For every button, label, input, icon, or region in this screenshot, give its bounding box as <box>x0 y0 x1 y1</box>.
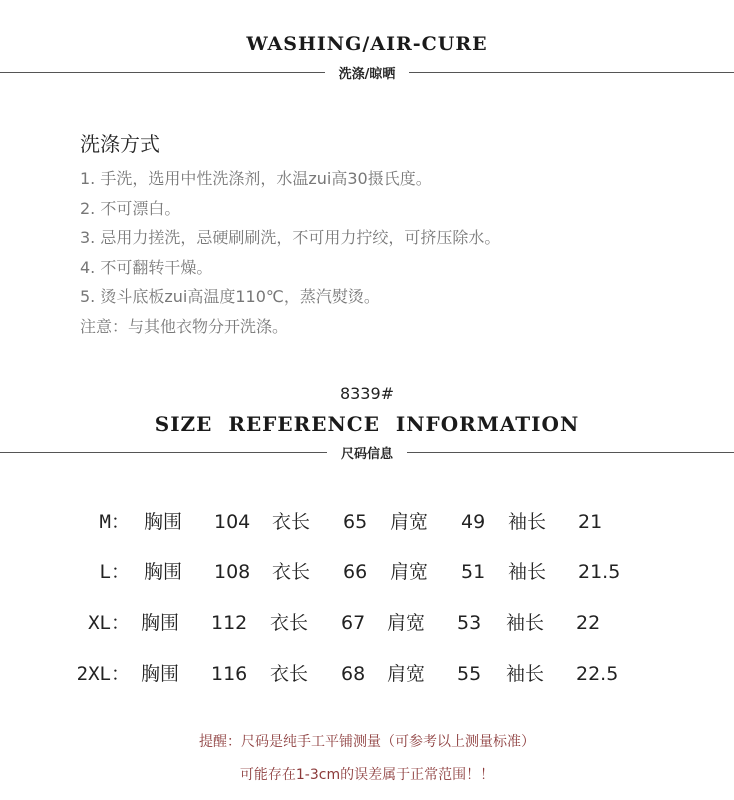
shoulder-label: 肩宽 <box>387 612 426 634</box>
chest-value: 116 <box>211 663 248 685</box>
size-row-2xl <box>0 659 734 689</box>
length-value: 66 <box>343 561 368 583</box>
chest-label: 胸围 <box>141 663 180 685</box>
washing-subtitle: 洗涤/晾晒 <box>338 66 396 82</box>
chest-value: 104 <box>214 511 251 533</box>
washing-item: 3. 忌用力搓洗，忌硬刷刷洗，不可用力拧绞，可挤压除水。 <box>80 228 501 247</box>
chest-label: 胸围 <box>141 612 180 634</box>
shoulder-value: 53 <box>457 612 482 634</box>
sleeve-label: 袖长 <box>508 511 547 533</box>
length-value: 65 <box>343 511 368 533</box>
shoulder-label: 肩宽 <box>390 511 429 533</box>
sleeve-label: 袖长 <box>506 612 545 634</box>
washing-note: 注意：与其他衣物分开洗涤。 <box>80 316 289 336</box>
chest-value: 112 <box>211 612 248 634</box>
chest-value: 108 <box>214 561 251 583</box>
shoulder-label: 肩宽 <box>387 663 426 685</box>
divider-line-right <box>407 452 734 453</box>
size-label: 2XL： <box>76 663 130 685</box>
divider-line-left <box>0 452 327 453</box>
divider-line-right <box>409 72 734 73</box>
shoulder-value: 51 <box>461 561 486 583</box>
shoulder-value: 49 <box>461 511 486 533</box>
washing-item: 5. 烫斗底板zui高温度110℃，蒸汽熨烫。 <box>80 287 380 306</box>
size-row-m <box>0 507 734 537</box>
sleeve-value: 22.5 <box>576 663 619 685</box>
measurement-note: 提醒：尺码是纯手工平铺测量（可参考以上测量标准） <box>199 734 535 750</box>
washing-item: 4. 不可翻转干燥。 <box>80 257 213 277</box>
size-subtitle: 尺码信息 <box>341 446 394 462</box>
length-label: 衣长 <box>270 612 309 634</box>
size-row-xl <box>0 608 734 638</box>
product-code: 8339# <box>339 384 395 403</box>
washing-item: 2. 不可漂白。 <box>80 198 181 218</box>
sleeve-value: 21.5 <box>578 561 621 583</box>
size-label: XL： <box>88 612 130 634</box>
sleeve-label: 袖长 <box>508 561 547 583</box>
chest-label: 胸围 <box>144 561 183 583</box>
length-label: 衣长 <box>272 511 311 533</box>
washing-title: WASHING/AIR-CURE <box>246 33 488 55</box>
sleeve-value: 22 <box>576 612 601 634</box>
sleeve-value: 21 <box>578 511 603 533</box>
tolerance-note: 可能存在1-3cm的误差属于正常范围！！ <box>239 767 495 783</box>
washing-instructions <box>80 164 500 341</box>
divider-line-left <box>0 72 325 73</box>
chest-label: 胸围 <box>144 511 183 533</box>
size-divider <box>0 442 734 462</box>
length-label: 衣长 <box>270 663 309 685</box>
length-label: 衣长 <box>272 561 311 583</box>
size-label: M： <box>99 511 130 533</box>
washing-divider <box>0 62 734 82</box>
size-row-l <box>0 557 734 587</box>
shoulder-value: 55 <box>457 663 482 685</box>
length-value: 68 <box>341 663 366 685</box>
sleeve-label: 袖长 <box>506 663 545 685</box>
size-title: SIZE REFERENCE INFORMATION <box>154 412 580 436</box>
shoulder-label: 肩宽 <box>390 561 429 583</box>
washing-heading: 洗涤方式 <box>80 132 160 156</box>
length-value: 67 <box>341 612 366 634</box>
size-label: L： <box>99 561 130 583</box>
washing-item: 1. 手洗，选用中性洗涤剂，水温zui高30摄氏度。 <box>80 169 432 188</box>
